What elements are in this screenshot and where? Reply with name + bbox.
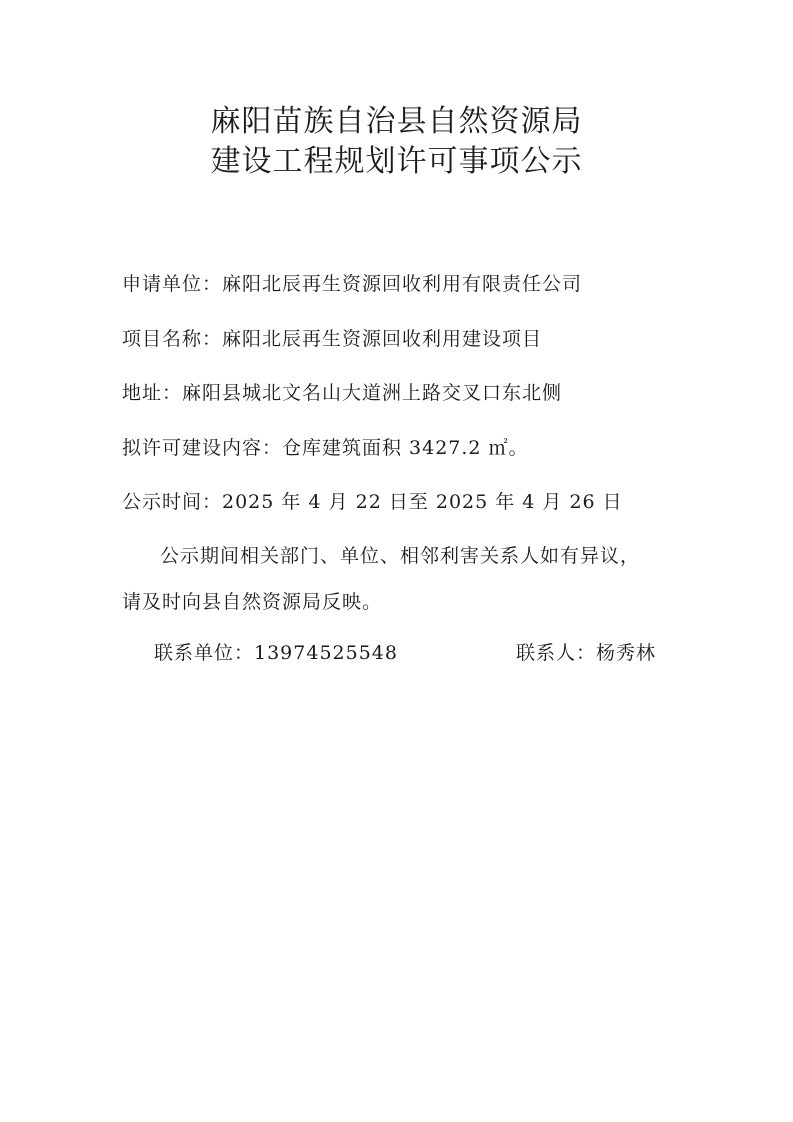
applicant-line: 申请单位：麻阳北辰再生资源回收利用有限责任公司	[122, 273, 583, 295]
publicity-period-line: 公示时间：2025 年 4 月 22 日至 2025 年 4 月 26 日	[122, 491, 623, 513]
notice-paragraph-line-1: 公示期间相关部门、单位、相邻利害关系人如有异议，	[160, 545, 641, 567]
contact-unit: 联系单位：13974525548	[154, 642, 398, 664]
notice-paragraph-line-2: 请及时向县自然资源局反映。	[122, 591, 383, 613]
document-title-line-2: 建设工程规划许可事项公示	[210, 144, 583, 179]
project-name-line: 项目名称：麻阳北辰再生资源回收利用建设项目	[122, 328, 543, 350]
address-line: 地址：麻阳县城北文名山大道洲上路交叉口东北侧	[122, 382, 563, 404]
contact-person: 联系人：杨秀林	[516, 642, 657, 664]
document-title-line-1: 麻阳苗族自治县自然资源局	[210, 104, 583, 139]
construction-content-line: 拟许可建设内容：仓库建筑面积 3427.2 ㎡。	[122, 437, 529, 459]
